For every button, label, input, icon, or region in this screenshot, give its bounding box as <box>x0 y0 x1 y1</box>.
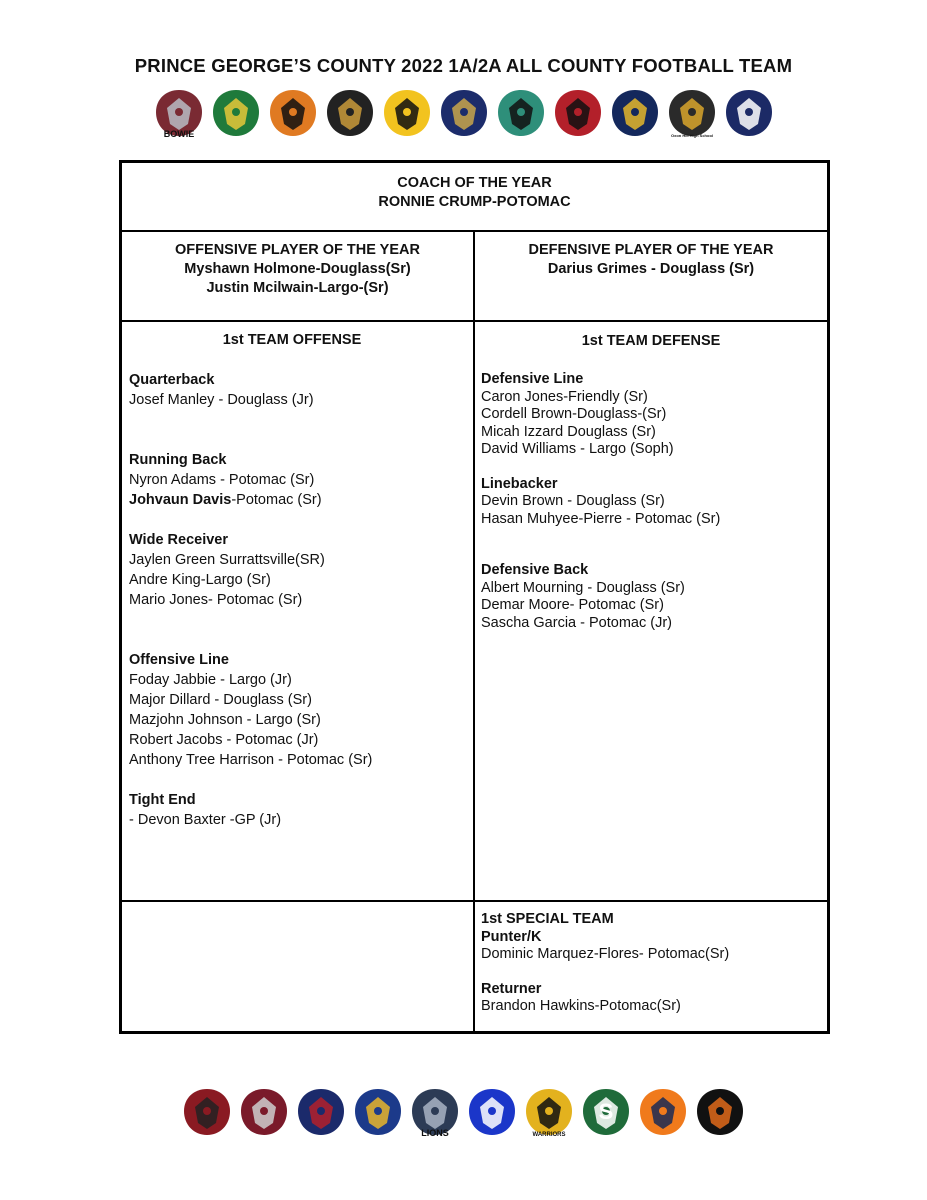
logo-text: S <box>598 1099 614 1124</box>
surrattsville-logo <box>579 1085 633 1139</box>
special-teams-section <box>481 911 821 1016</box>
defensive-poy-heading: DEFENSIVE PLAYER OF THE YEAR <box>528 242 774 258</box>
ram-logo <box>551 86 605 140</box>
player-entry: Mario Jones- Potomac (Sr) <box>129 592 303 608</box>
position-title: Linebacker <box>481 475 558 492</box>
player-entry: Devin Brown - Douglass (Sr) <box>481 493 665 509</box>
all-county-table <box>119 160 830 1034</box>
player-entry: Demar Moore- Potomac (Sr) <box>481 597 664 613</box>
player-entry: Andre King-Largo (Sr) <box>129 572 271 588</box>
player-entry: Jaylen Green Surrattsville(SR) <box>129 552 325 568</box>
player-entry: Albert Mourning - Douglass (Sr) <box>481 579 685 596</box>
position-title: Punter/K <box>481 928 542 945</box>
pirate-logo <box>323 86 377 140</box>
player-entry: Sascha Garcia - Potomac (Jr) <box>481 614 672 631</box>
wildcat-blue-logo <box>465 1085 519 1139</box>
special-teams-heading: 1st SPECIAL TEAM <box>481 911 614 927</box>
player-entry: Robert Jacobs - Potomac (Jr) <box>129 732 319 748</box>
player-entry: Hasan Muhyee-Pierre - Potomac (Sr) <box>481 510 721 527</box>
warriors-logo <box>522 1085 576 1139</box>
player-entry: David Williams - Largo (Soph) <box>481 441 674 457</box>
defense-heading: 1st TEAM DEFENSE <box>581 333 721 349</box>
position-title: Tight End <box>129 792 196 808</box>
player-entry: Caron Jones-Friendly (Sr) <box>481 388 648 405</box>
player-entry: Micah Izzard Douglass (Sr) <box>481 423 656 440</box>
position-title: Defensive Back <box>481 562 589 578</box>
offense-heading: 1st TEAM OFFENSE <box>222 332 362 348</box>
logo-text: BOWIE <box>163 129 194 139</box>
offensive-poy-name: Justin Mcilwain-Largo-(Sr) <box>206 280 389 296</box>
page-title: PRINCE GEORGE’S COUNTY 2022 1A/2A ALL COUNTY FOOTBALL TEAM <box>134 55 793 76</box>
hornet-logo <box>380 86 434 140</box>
coach-section <box>122 174 827 212</box>
position-title: Quarterback <box>129 372 215 388</box>
eagle-gold-logo <box>351 1085 405 1139</box>
player-team: -Potomac (Sr) <box>231 492 322 508</box>
defensive-poy-name: Darius Grimes - Douglass (Sr) <box>547 261 755 277</box>
top-logo-row <box>0 86 927 140</box>
defense-section <box>481 331 821 632</box>
position-title: Returner <box>481 980 542 997</box>
player-entry: Dominic Marquez-Flores- Potomac(Sr) <box>481 946 730 962</box>
offensive-poy-section <box>122 241 473 298</box>
player-entry: Mazjohn Johnson - Largo (Sr) <box>129 712 321 728</box>
player-entry: Foday Jabbie - Largo (Jr) <box>129 672 292 688</box>
patriot-logo <box>294 1085 348 1139</box>
position-title: Defensive Line <box>481 371 584 387</box>
panther-logo <box>209 86 263 140</box>
divider-line <box>473 321 475 1032</box>
zorro-logo <box>693 1085 747 1139</box>
coach-heading: COACH OF THE YEAR <box>397 175 552 191</box>
offensive-poy-name: Myshawn Holmone-Douglass(Sr) <box>184 261 411 277</box>
lions-logo <box>408 1085 462 1139</box>
bronco-logo <box>636 1085 690 1139</box>
position-title: Offensive Line <box>129 652 229 668</box>
logo-text: WARRIORS <box>532 1132 566 1138</box>
coach-name: RONNIE CRUMP-POTOMAC <box>378 194 571 210</box>
player-entry: - Devon Baxter -GP (Jr) <box>129 812 282 828</box>
eagle-navy-logo <box>722 86 776 140</box>
bowie-bulldog-logo <box>152 86 206 140</box>
offensive-poy-heading: OFFENSIVE PLAYER OF THE YEAR <box>175 242 420 258</box>
player-entry: Major Dillard - Douglass (Sr) <box>129 692 312 708</box>
position-title: Running Back <box>129 452 227 468</box>
player-entry: Anthony Tree Harrison - Potomac (Sr) <box>129 752 373 768</box>
logo-text: LIONS <box>421 1128 449 1138</box>
player-entry: Brandon Hawkins-Potomac(Sr) <box>481 998 681 1014</box>
position-title: Wide Receiver <box>129 532 229 548</box>
hawk-red-logo <box>180 1085 234 1139</box>
player-entry: Nyron Adams - Potomac (Sr) <box>129 472 315 488</box>
oxon-hill-shield-logo <box>665 86 719 140</box>
tiger-logo <box>266 86 320 140</box>
jaguar-logo <box>494 86 548 140</box>
player-entry: Josef Manley - Douglass (Jr) <box>129 392 314 408</box>
logo-text: Oxon Hill High School <box>670 133 713 138</box>
bottom-logo-row <box>0 1085 927 1139</box>
offense-section <box>129 330 469 830</box>
player-name-bold: Johvaun Davis <box>129 492 232 508</box>
panther-navy-logo <box>608 86 662 140</box>
defensive-poy-section <box>475 241 827 279</box>
hawk-maroon-logo <box>237 1085 291 1139</box>
player-entry <box>129 490 469 510</box>
knight-logo <box>437 86 491 140</box>
player-entry: Cordell Brown-Douglass-(Sr) <box>481 406 667 422</box>
